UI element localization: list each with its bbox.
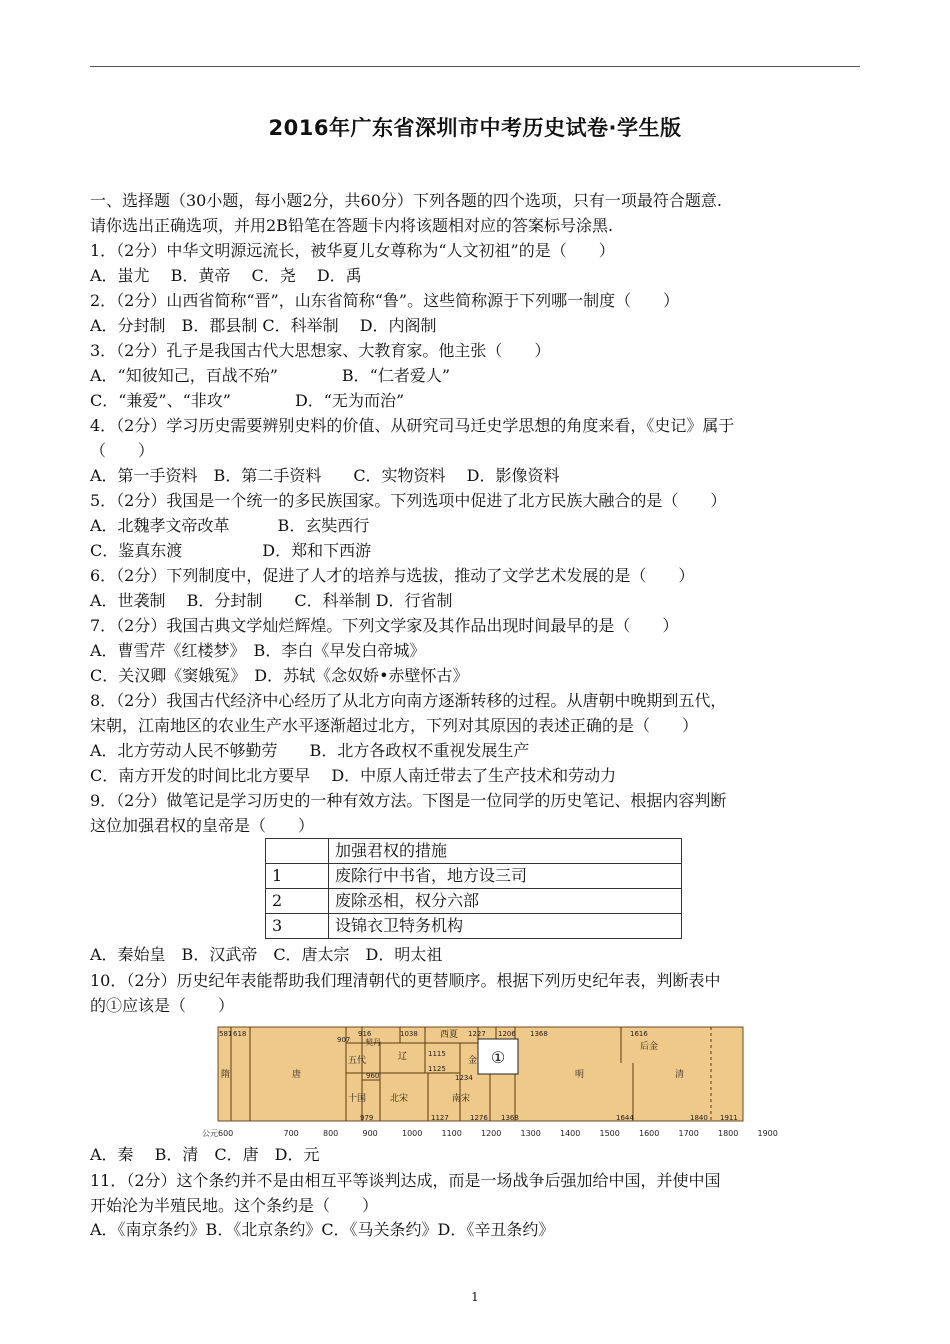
tl-year: 1038: [400, 1030, 418, 1038]
axis-tick-label: 900: [362, 1129, 378, 1138]
text-line: A．世袭制 B．分封制 C．科举制 D．行省制: [90, 591, 453, 610]
text-line: 8．（2分）我国古代经济中心经历了从北方向南方逐渐转移的过程。从唐朝中晚期到五代，: [90, 691, 727, 710]
table-row: [266, 889, 682, 914]
axis-tick-label: 1300: [520, 1129, 541, 1138]
text-line: 2．（2分）山西省简称“晋”，山东省简称“鲁”。这些简称源于下列哪一制度（ ）: [90, 291, 680, 310]
tl-dynasty: 南宋: [452, 1094, 471, 1104]
text-line: C．“兼爱”、“非攻” D．“无为而治”: [90, 391, 405, 410]
axis-tick-label: 公元600: [202, 1129, 234, 1138]
axis-tick-label: 1100: [441, 1129, 462, 1138]
tl-dynasty: 清: [675, 1070, 685, 1080]
text-line: C．关汉卿《窦娥冤》 D．苏轼《念奴娇•赤壁怀古》: [90, 666, 469, 685]
tl-year: 1911: [720, 1114, 738, 1122]
page-title: 2016年广东省深圳市中考历史试卷·学生版: [268, 116, 682, 140]
text-line: 开始沦为半殖民地。这个条约是（ ）: [90, 1196, 379, 1215]
text-line: A．分封制 B．郡县制 C．科举制 D．内阁制: [90, 316, 437, 335]
text-line: 请你选出正确选项，并用2B铅笔在答题卡内将该题相对应的答案标号涂黑.: [90, 216, 614, 235]
tl-year: 1368: [501, 1114, 519, 1122]
text-line: A．曹雪芹《红楼梦》 B．李白《早发白帝城》: [90, 641, 426, 660]
axis-tick-label: 1600: [639, 1129, 660, 1138]
tl-year: 1368: [530, 1030, 548, 1038]
tl-year: 1840: [690, 1114, 708, 1122]
text-line: 宋朝，江南地区的农业生产水平逐渐超过北方，下列对其原因的表述正确的是（ ）: [90, 716, 699, 735]
axis-tick-label: 800: [323, 1129, 339, 1138]
table-cell: [266, 839, 329, 864]
tl-year: 618: [233, 1030, 247, 1038]
tl-dynasty: 金: [468, 1056, 478, 1066]
tl-dynasty: 契丹: [365, 1038, 381, 1047]
tl-year: 1127: [431, 1114, 449, 1122]
axis-tick-label: 1000: [402, 1129, 423, 1138]
axis-tick-label: 1800: [718, 1129, 739, 1138]
table-cell: 废除行中书省，地方设三司: [329, 864, 682, 889]
table-cell: 3: [266, 914, 329, 939]
text-line: 1．（2分）中华文明源远流长，被华夏儿女尊称为“人文初祖”的是（ ）: [90, 241, 615, 260]
tl-year: 581: [219, 1030, 233, 1038]
tl-year: 1227: [468, 1030, 486, 1038]
tl-year: 960: [366, 1072, 380, 1080]
tl-year: 1115: [428, 1050, 446, 1058]
text-line: C．鉴真东渡 D．郑和下西游: [90, 541, 372, 560]
text-line: 3．（2分）孔子是我国古代大思想家、大教育家。他主张（ ）: [90, 341, 551, 360]
text-line: 6．（2分）下列制度中，促进了人才的培养与选拔，推动了文学艺术发展的是（ ）: [90, 566, 695, 585]
tl-dynasty: 隋: [221, 1070, 231, 1080]
axis-tick-label: 700: [283, 1129, 299, 1138]
text-line: C．南方开发的时间比北方要早 D．中原人南迁带去了生产技术和劳动力: [90, 766, 617, 785]
text-line: A．第一手资料 B．第二手资料 C．实物资料 D．影像资料: [90, 466, 560, 485]
text-line: 一、选择题（30小题，每小题2分，共60分）下列各题的四个选项，只有一项最符合题意.: [90, 191, 722, 210]
tl-dynasty: 唐: [292, 1070, 302, 1080]
tl-dynasty: 辽: [398, 1052, 408, 1062]
text-line: A．秦 B．清 C．唐 D．元: [90, 1145, 320, 1164]
text-line: A．秦始皇 B．汉武帝 C．唐太宗 D．明太祖: [90, 945, 443, 964]
notes-table: [265, 838, 682, 939]
tl-year: 1206: [498, 1030, 516, 1038]
text-line: 这位加强君权的皇帝是（ ）: [90, 816, 315, 835]
tl-dynasty: 五代: [348, 1056, 367, 1066]
tl-year: 1616: [630, 1030, 648, 1038]
text-line: 7．（2分）我国古典文学灿烂辉煌。下列文学家及其作品出现时间最早的是（ ）: [90, 616, 679, 635]
table-cell: 废除丞相，权分六部: [329, 889, 682, 914]
text-line: 9．（2分）做笔记是学习历史的一种有效方法。下图是一位同学的历史笔记、根据内容判断: [90, 791, 727, 810]
table-row: [266, 839, 682, 864]
tl-dynasty: 北宋: [390, 1094, 409, 1104]
text-line: 的①应该是（ ）: [90, 996, 235, 1015]
text-line: A．蚩尤 B．黄帝 C．尧 D．禹: [90, 266, 362, 285]
text-line: （ ）: [90, 441, 155, 460]
tl-year: 907: [337, 1036, 351, 1044]
tl-dynasty: 西夏: [440, 1030, 459, 1040]
axis-tick-label: 1500: [599, 1129, 620, 1138]
tl-year: 979: [360, 1114, 374, 1122]
axis-tick-label: 1200: [481, 1129, 502, 1138]
text-line: A．“知彼知己，百战不殆” B．“仁者爱人”: [90, 366, 451, 385]
table-cell: 1: [266, 864, 329, 889]
text-line: A．北方劳动人民不够勤劳 B．北方各政权不重视发展生产: [90, 741, 530, 760]
table-row: [266, 864, 682, 889]
tl-year: 1234: [455, 1074, 473, 1082]
history-timeline: [200, 1023, 778, 1143]
tl-year: 1276: [470, 1114, 488, 1122]
text-line: 4．（2分）学习历史需要辨别史料的价值、从研究司马迁史学思想的角度来看，《史记》属于: [90, 416, 735, 435]
axis-tick-label: 1400: [560, 1129, 581, 1138]
text-line: 10．（2分）历史纪年表能帮助我们理清朝代的更替顺序。根据下列历史纪年表，判断表中: [90, 971, 721, 990]
table-cell: 加强君权的措施: [329, 839, 682, 864]
table-row: [266, 914, 682, 939]
table-cell: 2: [266, 889, 329, 914]
header-rule: [90, 66, 860, 67]
page-number: 1: [471, 1290, 479, 1304]
tl-dynasty: 后金: [640, 1042, 659, 1052]
text-line: 11．（2分）这个条约并不是由相互平等谈判达成，而是一场战争后强加给中国，并使中国: [90, 1171, 721, 1190]
table-cell: 设锦衣卫特务机构: [329, 914, 682, 939]
circle-marker: ①: [490, 1048, 506, 1067]
text-line: 5．（2分）我国是一个统一的多民族国家。下列选项中促进了北方民族大融合的是（ ）: [90, 491, 727, 510]
text-line: A．《南京条约》B．《北京条约》C．《马关条约》D．《辛丑条约》: [90, 1220, 555, 1239]
tl-year: 916: [358, 1030, 372, 1038]
text-line: A．北魏孝文帝改革 B．玄奘西行: [90, 516, 370, 535]
axis-tick-label: 1900: [757, 1129, 778, 1138]
tl-dynasty: 明: [575, 1070, 585, 1080]
tl-dynasty: 十国: [348, 1094, 367, 1104]
tl-year: 1125: [428, 1065, 446, 1073]
tl-year: 1644: [616, 1114, 634, 1122]
axis-tick-label: 1700: [678, 1129, 699, 1138]
